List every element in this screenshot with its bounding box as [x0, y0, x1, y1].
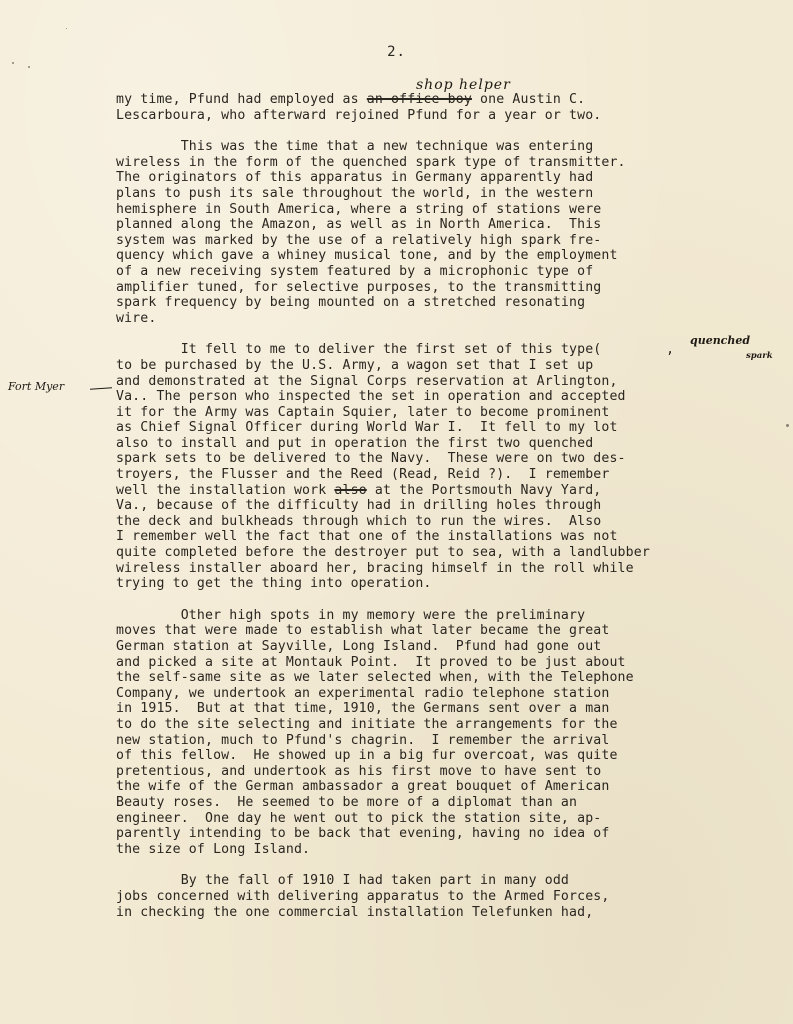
text-segment: one Austin C.	[471, 92, 586, 107]
text-line	[116, 561, 756, 577]
text-line	[116, 233, 756, 249]
text-line	[116, 748, 756, 764]
text-line	[116, 467, 756, 483]
text-segment: new station, much to Pfund's chagrin. I remember the arrival	[116, 732, 610, 748]
text-line	[116, 623, 756, 639]
text-line	[116, 670, 756, 686]
paragraph	[116, 342, 756, 592]
text-line	[116, 889, 756, 905]
text-line	[116, 420, 756, 436]
paragraph-gap	[116, 123, 756, 139]
text-line	[116, 811, 756, 827]
text-line	[116, 608, 756, 624]
text-line	[116, 701, 756, 717]
text-segment: also to install and put in operation the first two quenched	[116, 435, 594, 451]
text-segment: Beauty roses. He seemed to be more of a diplomat than an	[116, 794, 578, 810]
text-segment: system was marked by the use of a relatively high spark fre-	[116, 232, 602, 248]
text-line	[116, 139, 756, 155]
text-segment: This was the time that a new technique was entering	[116, 139, 594, 155]
text-segment: German station at Sayville, Long Island. Pfund had gone out	[116, 639, 602, 654]
text-line	[116, 186, 756, 202]
paper-speck	[28, 66, 30, 68]
text-segment: the deck and bulkheads through which to run the wires. Also	[116, 513, 602, 529]
text-segment: Va.. The person who inspected the set in operation and accepted	[116, 389, 626, 405]
paper-speck	[12, 62, 14, 64]
text-segment: the size of Long Island.	[116, 841, 311, 857]
text-segment: It fell to me to deliver the first set of this type( ,	[116, 342, 675, 358]
text-line	[116, 545, 756, 561]
text-line	[116, 733, 756, 749]
text-segment: spark sets to be delivered to the Navy. These were on two des-	[116, 451, 626, 467]
text-segment: plans to push its sale throughout the world, in the western	[116, 185, 594, 201]
text-segment: The originators of this apparatus in Germany apparently had	[116, 170, 594, 186]
text-segment: to do the site selecting and initiate the arrangements for the	[116, 716, 618, 732]
text-line	[116, 498, 756, 514]
text-segment: in checking the one commercial installation Telefunken had,	[116, 904, 594, 920]
text-segment: wireless installer aboard her, bracing himself in the roll while	[116, 560, 634, 576]
text-segment: Va., because of the difficulty had in drilling holes through	[116, 498, 602, 514]
text-segment: of a new receiving system featured by a microphonic type of	[116, 263, 594, 279]
text-line	[116, 389, 756, 405]
text-segment: my time, Pfund had employed as	[116, 92, 367, 107]
paragraph-gap	[116, 592, 756, 608]
text-segment: I remember well the fact that one of the installations was not	[116, 529, 618, 545]
text-segment: well the installation work	[116, 482, 335, 498]
text-segment: spark frequency by being mounted on a stretched resonating	[116, 295, 586, 311]
text-line	[116, 514, 756, 530]
text-line	[116, 655, 756, 671]
paragraph	[116, 139, 756, 326]
text-segment: Other high spots in my memory were the preliminary	[116, 607, 586, 623]
text-line	[116, 451, 756, 467]
text-segment: hemisphere in South America, where a string of stations were	[116, 201, 602, 217]
text-line	[116, 842, 756, 858]
text-segment: pretentious, and undertook as his first move to have sent to	[116, 763, 602, 779]
text-segment: the wife of the German ambassador a great bouquet of American	[116, 779, 610, 795]
text-line	[116, 264, 756, 280]
paragraph	[116, 92, 756, 123]
text-line	[116, 764, 756, 780]
text-line	[116, 639, 756, 655]
text-line	[116, 873, 756, 889]
text-segment: at the Portsmouth Navy Yard,	[366, 482, 602, 498]
text-line	[116, 280, 756, 296]
text-segment: moves that were made to establish what later became the great	[116, 623, 610, 639]
text-line	[116, 342, 756, 358]
text-segment: the self-same site as we later selected when, with the Telephone	[116, 670, 634, 686]
text-line	[116, 217, 756, 233]
text-line	[116, 905, 756, 921]
text-line	[116, 795, 756, 811]
text-segment: wireless in the form of the quenched spark type of transmitter.	[116, 154, 626, 170]
text-segment: to be purchased by the U.S. Army, a wagon set that I set up	[116, 357, 594, 373]
text-line	[116, 248, 756, 264]
text-line	[116, 826, 756, 842]
text-line	[116, 779, 756, 795]
text-segment: quite completed before the destroyer put to sea, with a landlubber	[116, 545, 650, 561]
text-segment: Lescarboura, who afterward rejoined Pfund for a year or two.	[116, 107, 602, 123]
text-segment: engineer. One day he went out to pick the station site, ap-	[116, 810, 602, 826]
text-line	[116, 108, 756, 124]
text-segment: as Chief Signal Officer during World War I. It fell to my lot	[116, 420, 618, 436]
text-line	[116, 576, 756, 592]
text-line	[116, 686, 756, 702]
page-number: 2.	[387, 44, 406, 60]
paragraph-gap	[116, 326, 756, 342]
text-segment: of this fellow. He showed up in a big fur overcoat, was quite	[116, 748, 618, 764]
handwritten-quenched: quenched	[690, 334, 751, 347]
paper-speck	[786, 424, 789, 427]
text-line	[116, 155, 756, 171]
text-segment: it for the Army was Captain Squier, later to become prominent	[116, 404, 610, 420]
handwritten-spark: spark	[746, 351, 773, 361]
text-line	[116, 92, 756, 108]
struck-text: an office boy	[366, 92, 472, 107]
text-segment: By the fall of 1910 I had taken part in many odd	[116, 873, 570, 889]
text-segment: amplifier tuned, for selective purposes, to the transmitting	[116, 279, 602, 295]
text-segment: trying to get the thing into operation.	[116, 576, 432, 592]
paragraph	[116, 608, 756, 858]
text-line	[116, 405, 756, 421]
handwritten-fort-myer: Fort Myer	[8, 380, 65, 393]
handwritten-shop-helper: shop helper	[416, 77, 511, 93]
text-line	[116, 311, 756, 327]
text-segment: wire.	[116, 310, 157, 326]
text-line	[116, 358, 756, 374]
text-segment: jobs concerned with delivering apparatus to the Armed Forces,	[116, 888, 610, 904]
paper-speck	[66, 28, 67, 29]
text-line	[116, 529, 756, 545]
text-segment: troyers, the Flusser and the Reed (Read, Reid ?). I remember	[116, 467, 610, 483]
text-segment: Company, we undertook an experimental radio telephone station	[116, 685, 610, 701]
paragraph-gap	[116, 857, 756, 873]
text-segment: and demonstrated at the Signal Corps reservation at Arlington,	[116, 373, 618, 389]
text-line	[116, 436, 756, 452]
text-segment: and picked a site at Montauk Point. It proved to be just about	[116, 654, 626, 670]
text-line	[116, 717, 756, 733]
text-segment: quency which gave a whiney musical tone, and by the employment	[116, 248, 618, 264]
paragraph	[116, 873, 756, 920]
text-line	[116, 374, 756, 390]
text-segment: parently intending to be back that evening, having no idea of	[116, 826, 610, 842]
text-segment: in 1915. But at that time, 1910, the Germans sent over a man	[116, 701, 610, 717]
typed-letter-body	[116, 92, 756, 920]
text-segment: planned along the Amazon, as well as in North America. This	[116, 217, 602, 233]
text-line	[116, 170, 756, 186]
text-line	[116, 483, 756, 499]
text-line	[116, 295, 756, 311]
struck-text: also	[334, 482, 367, 498]
text-line	[116, 202, 756, 218]
